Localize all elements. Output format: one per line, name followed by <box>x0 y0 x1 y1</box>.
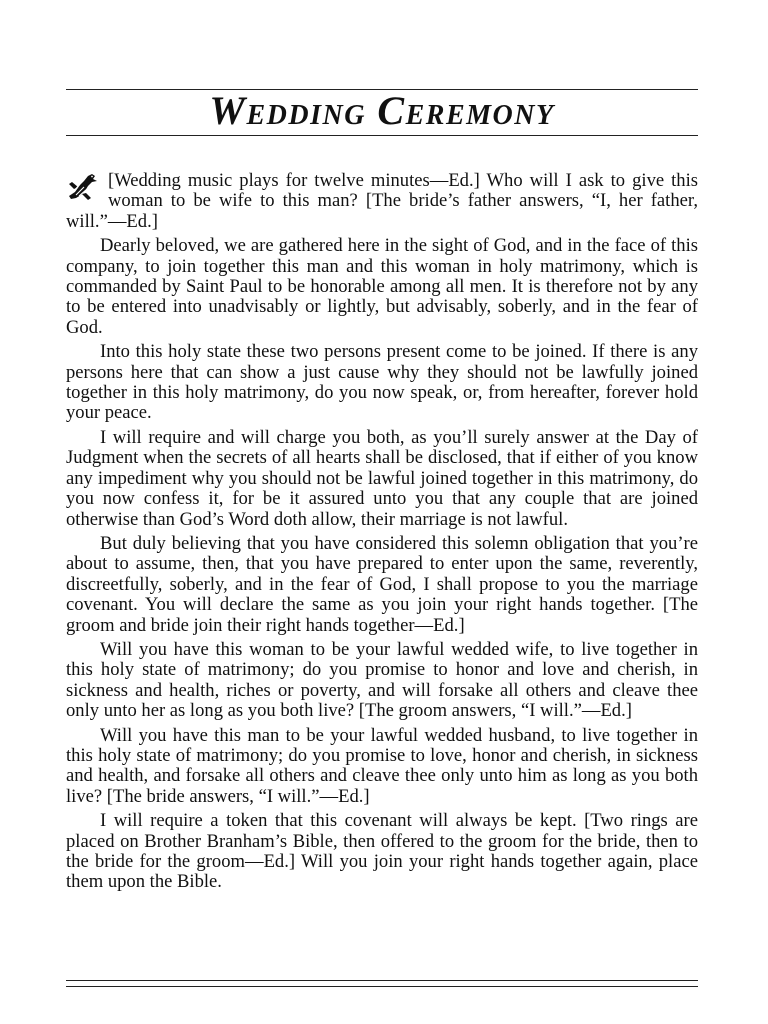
paragraph-5: But duly believing that you have considered this solemn obligation that you’re about to assume, then, that you have prepared to enter upon the same, reverently, discreetfully, soberly, and in the fear of God, I shall propose to you the marriage covenant. You will declare the same as you join your right hands together. [The groom and bride join their right hands together—Ed.] <box>66 532 698 636</box>
paragraph-8: I will require a token that this covenant will always be kept. [Two rings are placed on Brother Branham’s Bible, then offered to the groom for the bride, then to the bride for the groom—Ed.] Will you join your right hands together again, place them upon the Bible. <box>66 810 698 893</box>
bottom-rule-lower <box>66 986 698 987</box>
paragraph-6: Will you have this woman to be your lawful wedded wife, to live together in this holy state of matrimony; do you promise to honor and love and cherish, in sickness and health, riches or poverty, and will forsake all others and cleave thee only unto her as long as you both live? [The groom answers, “I will.”—Ed.] <box>66 638 698 722</box>
paragraph-7: Will you have this man to be your lawful wedded husband, to live together in this holy state of matrimony; do you promise to love, honor and cherish, in sickness and health, and forsake all others and cleave thee only unto him as long as you both live? [The bride answers, “I will.”—Ed.] <box>66 724 698 807</box>
eagle-icon <box>66 172 100 202</box>
paragraph-2: Dearly beloved, we are gathered here in the sight of God, and in the face of this company, to join together this man and this woman in holy matrimony, which is commanded by Saint Paul to be honorable among all men. It is therefore not by any to be entered into unadvisably or lightly, but advisably, soberly, and in the fear of God. <box>66 235 698 338</box>
paragraph-3: Into this holy state these two persons present come to be joined. If there is any persons here that can show a just cause why they should not be lawfully joined together in this holy matrimony, do you now speak, or, from hereafter, forever hold your peace. <box>66 341 698 424</box>
paragraph-1 <box>66 171 698 232</box>
ceremony-text <box>66 171 698 897</box>
bottom-rule-upper <box>66 980 698 981</box>
paragraph-text: [Wedding music plays for twelve minutes—Ed.] Who will I ask to give this woman to be wife to this man? [The bride’s father answers, “I, her father, will.”—Ed.] <box>66 170 698 232</box>
title-underline-rule <box>66 135 698 136</box>
paragraph-4: I will require and will charge you both, as you’ll surely answer at the Day of Judgment when the secrets of all hearts shall be disclosed, that if either of you know any impediment why you should not be lawful joined together in this matrimony, do you now confess it, for be it assured unto you that any couple that are joined otherwise than God’s Word doth allow, their marriage is not lawful. <box>66 426 698 530</box>
page-title: Wedding Ceremony <box>209 88 555 133</box>
